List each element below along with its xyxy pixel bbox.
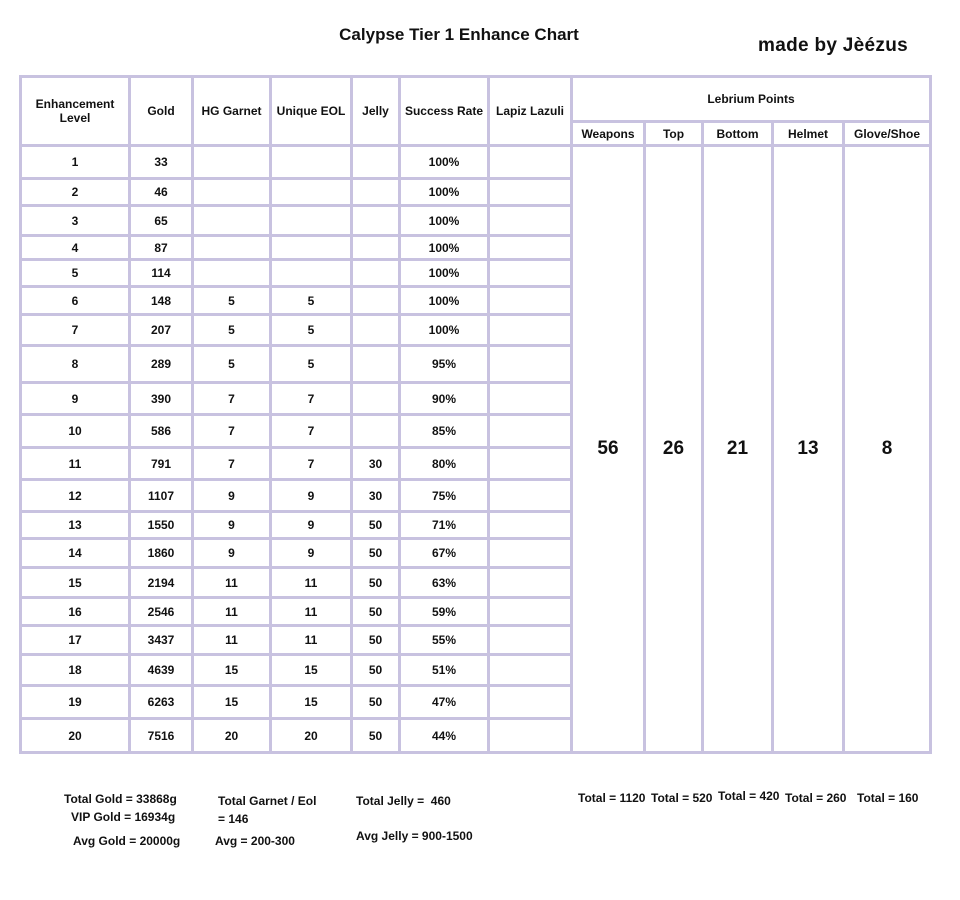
lebrium-top: 26 <box>645 146 703 753</box>
garnet-cell: 15 <box>193 655 271 686</box>
lapiz-cell <box>489 315 572 346</box>
header-gold: Gold <box>130 77 193 146</box>
lapiz-cell <box>489 383 572 415</box>
success-cell: 71% <box>400 512 489 539</box>
lebrium-helmet: 13 <box>773 146 844 753</box>
total-jelly: Total Jelly = 460 <box>356 794 451 808</box>
header-success-rate: Success Rate <box>400 77 489 146</box>
success-cell: 85% <box>400 415 489 448</box>
header-helmet: Helmet <box>773 122 844 146</box>
gold-cell: 114 <box>130 260 193 287</box>
gold-cell: 65 <box>130 206 193 236</box>
level-cell: 15 <box>21 568 130 598</box>
gold-cell: 390 <box>130 383 193 415</box>
success-cell: 47% <box>400 686 489 719</box>
level-cell: 14 <box>21 539 130 568</box>
jelly-cell: 50 <box>352 655 400 686</box>
jelly-cell: 50 <box>352 598 400 626</box>
garnet-cell: 7 <box>193 448 271 480</box>
gold-cell: 1107 <box>130 480 193 512</box>
garnet-cell <box>193 260 271 287</box>
lapiz-cell <box>489 626 572 655</box>
eol-cell: 9 <box>271 512 352 539</box>
gold-cell: 6263 <box>130 686 193 719</box>
garnet-cell: 7 <box>193 383 271 415</box>
level-cell: 12 <box>21 480 130 512</box>
success-cell: 100% <box>400 260 489 287</box>
jelly-cell: 50 <box>352 686 400 719</box>
success-cell: 100% <box>400 287 489 315</box>
header-row <box>21 77 931 122</box>
header-glove: Glove/Shoe <box>844 122 931 146</box>
gold-cell: 33 <box>130 146 193 179</box>
header-eol: Unique EOL <box>271 77 352 146</box>
header-level: Enhancement Level <box>21 77 130 146</box>
lapiz-cell <box>489 719 572 753</box>
garnet-summary <box>215 792 317 850</box>
lapiz-cell <box>489 568 572 598</box>
gold-summary <box>64 790 180 850</box>
eol-cell <box>271 206 352 236</box>
jelly-cell <box>352 206 400 236</box>
total-helmet: Total = 260 <box>785 791 847 805</box>
jelly-cell: 50 <box>352 512 400 539</box>
total-bottom: Total = 420 <box>718 789 780 803</box>
lebrium-glove: 8 <box>844 146 931 753</box>
header-top: Top <box>645 122 703 146</box>
level-cell: 20 <box>21 719 130 753</box>
gold-cell: 791 <box>130 448 193 480</box>
garnet-cell <box>193 146 271 179</box>
lapiz-cell <box>489 512 572 539</box>
gold-cell: 2546 <box>130 598 193 626</box>
gold-cell: 3437 <box>130 626 193 655</box>
level-cell: 7 <box>21 315 130 346</box>
garnet-cell: 9 <box>193 480 271 512</box>
eol-cell: 11 <box>271 626 352 655</box>
avg-jelly: Avg Jelly = 900-1500 <box>356 829 473 843</box>
gold-cell: 46 <box>130 179 193 206</box>
garnet-cell: 15 <box>193 686 271 719</box>
jelly-cell <box>352 415 400 448</box>
level-cell: 13 <box>21 512 130 539</box>
total-gold: Total Gold = 33868g <box>64 792 177 806</box>
gold-cell: 2194 <box>130 568 193 598</box>
level-cell: 9 <box>21 383 130 415</box>
total-garnet: Total Garnet / Eol = 146 <box>218 794 317 826</box>
gold-cell: 4639 <box>130 655 193 686</box>
lapiz-cell <box>489 598 572 626</box>
garnet-cell <box>193 236 271 260</box>
jelly-cell: 50 <box>352 719 400 753</box>
success-cell: 75% <box>400 480 489 512</box>
garnet-cell: 5 <box>193 287 271 315</box>
level-cell: 10 <box>21 415 130 448</box>
gold-cell: 207 <box>130 315 193 346</box>
success-cell: 90% <box>400 383 489 415</box>
jelly-cell <box>352 146 400 179</box>
level-cell: 5 <box>21 260 130 287</box>
header-jelly: Jelly <box>352 77 400 146</box>
level-cell: 16 <box>21 598 130 626</box>
jelly-cell <box>352 287 400 315</box>
garnet-cell <box>193 206 271 236</box>
lapiz-cell <box>489 655 572 686</box>
success-cell: 100% <box>400 206 489 236</box>
garnet-cell: 7 <box>193 415 271 448</box>
chart-title: Calypse Tier 1 Enhance Chart <box>339 25 579 44</box>
jelly-cell <box>352 315 400 346</box>
enhance-table <box>19 75 932 754</box>
jelly-cell: 30 <box>352 480 400 512</box>
garnet-cell: 11 <box>193 598 271 626</box>
level-cell: 3 <box>21 206 130 236</box>
gold-cell: 148 <box>130 287 193 315</box>
lapiz-cell <box>489 346 572 383</box>
total-glove: Total = 160 <box>857 791 919 805</box>
eol-cell: 9 <box>271 539 352 568</box>
header-bottom: Bottom <box>703 122 773 146</box>
lapiz-cell <box>489 686 572 719</box>
jelly-cell: 50 <box>352 539 400 568</box>
garnet-cell: 9 <box>193 539 271 568</box>
jelly-cell <box>352 383 400 415</box>
success-cell: 100% <box>400 146 489 179</box>
garnet-cell: 11 <box>193 568 271 598</box>
jelly-cell: 30 <box>352 448 400 480</box>
gold-cell: 1860 <box>130 539 193 568</box>
gold-cell: 7516 <box>130 719 193 753</box>
avg-garnet: Avg = 200-300 <box>215 834 295 848</box>
gold-cell: 289 <box>130 346 193 383</box>
jelly-cell <box>352 236 400 260</box>
author-credit: made by Jèézus <box>758 35 908 56</box>
total-weapons: Total = 1120 <box>578 791 646 805</box>
eol-cell: 7 <box>271 383 352 415</box>
level-cell: 8 <box>21 346 130 383</box>
success-cell: 51% <box>400 655 489 686</box>
lapiz-cell <box>489 236 572 260</box>
header-lapiz: Lapiz Lazuli <box>489 77 572 146</box>
garnet-cell: 9 <box>193 512 271 539</box>
table-body <box>21 146 931 753</box>
success-cell: 100% <box>400 315 489 346</box>
level-cell: 2 <box>21 179 130 206</box>
eol-cell: 11 <box>271 568 352 598</box>
eol-cell <box>271 260 352 287</box>
level-cell: 18 <box>21 655 130 686</box>
garnet-cell: 11 <box>193 626 271 655</box>
lapiz-cell <box>489 146 572 179</box>
eol-cell: 5 <box>271 287 352 315</box>
gold-cell: 1550 <box>130 512 193 539</box>
success-cell: 100% <box>400 236 489 260</box>
success-cell: 67% <box>400 539 489 568</box>
lapiz-cell <box>489 539 572 568</box>
eol-cell <box>271 179 352 206</box>
lebrium-weapons: 56 <box>572 146 645 753</box>
header-garnet: HG Garnet <box>193 77 271 146</box>
level-cell: 19 <box>21 686 130 719</box>
avg-gold: Avg Gold = 20000g <box>73 834 181 848</box>
eol-cell: 9 <box>271 480 352 512</box>
level-cell: 1 <box>21 146 130 179</box>
gold-cell: 87 <box>130 236 193 260</box>
vip-gold: VIP Gold = 16934g <box>71 810 176 824</box>
eol-cell: 15 <box>271 686 352 719</box>
success-cell: 80% <box>400 448 489 480</box>
jelly-summary <box>356 792 473 845</box>
eol-cell: 20 <box>271 719 352 753</box>
success-cell: 63% <box>400 568 489 598</box>
lapiz-cell <box>489 179 572 206</box>
success-cell: 44% <box>400 719 489 753</box>
eol-cell: 7 <box>271 448 352 480</box>
lebrium-bottom: 21 <box>703 146 773 753</box>
level-cell: 4 <box>21 236 130 260</box>
jelly-cell <box>352 260 400 287</box>
garnet-cell: 5 <box>193 315 271 346</box>
lapiz-cell <box>489 287 572 315</box>
level-cell: 6 <box>21 287 130 315</box>
eol-cell: 5 <box>271 346 352 383</box>
eol-cell: 15 <box>271 655 352 686</box>
table-row <box>21 146 931 179</box>
header-lebrium: Lebrium Points <box>572 77 931 122</box>
eol-cell: 7 <box>271 415 352 448</box>
lapiz-cell <box>489 206 572 236</box>
lapiz-cell <box>489 415 572 448</box>
eol-cell <box>271 146 352 179</box>
gold-cell: 586 <box>130 415 193 448</box>
level-cell: 11 <box>21 448 130 480</box>
lapiz-cell <box>489 448 572 480</box>
level-cell: 17 <box>21 626 130 655</box>
total-top: Total = 520 <box>651 791 713 805</box>
jelly-cell: 50 <box>352 568 400 598</box>
lapiz-cell <box>489 260 572 287</box>
jelly-cell: 50 <box>352 626 400 655</box>
eol-cell: 11 <box>271 598 352 626</box>
garnet-cell <box>193 179 271 206</box>
success-cell: 100% <box>400 179 489 206</box>
header-weapons: Weapons <box>572 122 645 146</box>
jelly-cell <box>352 346 400 383</box>
success-cell: 95% <box>400 346 489 383</box>
garnet-cell: 5 <box>193 346 271 383</box>
garnet-cell: 20 <box>193 719 271 753</box>
success-cell: 59% <box>400 598 489 626</box>
eol-cell: 5 <box>271 315 352 346</box>
jelly-cell <box>352 179 400 206</box>
eol-cell <box>271 236 352 260</box>
success-cell: 55% <box>400 626 489 655</box>
lapiz-cell <box>489 480 572 512</box>
